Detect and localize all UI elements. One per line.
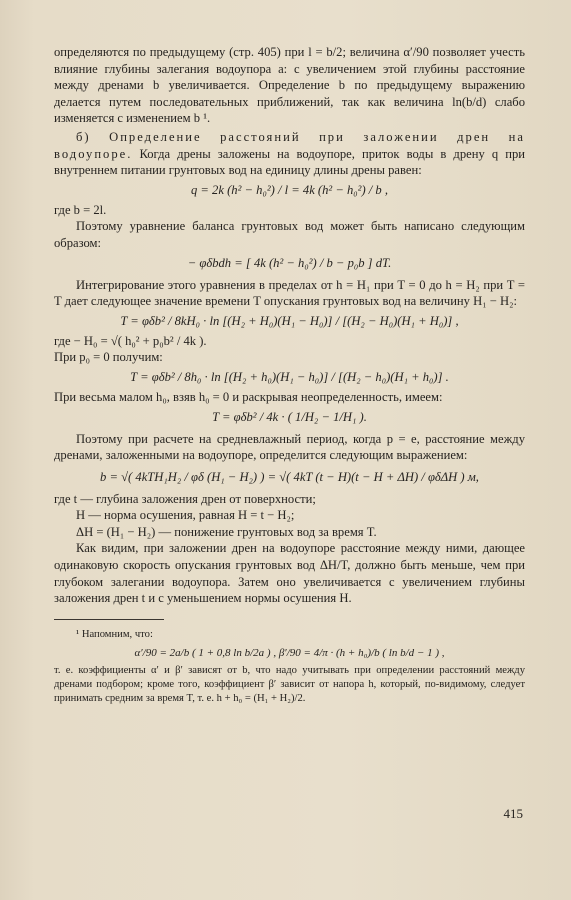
footnote-equation-text: α′/90 = 2a/b ( 1 + 0,8 ln b/2a ) , β′/90 = 4/π · (h + h₀)/b ( ln b/d − 1 ) , [134, 646, 445, 659]
equation-4 [54, 370, 525, 385]
paragraph-7: При весьма малом h₀, взяв h₀ = 0 и раскрывая неопределенность, имеем: [54, 389, 443, 404]
equation-5-text: T = φδb² / 4k · ( 1/H₂ − 1/H₁ ). [212, 409, 367, 424]
equation-5 [54, 410, 525, 425]
equation-1 [54, 183, 525, 198]
footnote-text: т. е. коэффициенты α′ и β′ зависят от b, что надо учитывать при определении расстояний между дренами подбором; кроме того, коэффициент β′ зависит от напора h, который, по-видимому, следует принимать средним за время T, т. е. h + h₀ = (H₁ + H₂)/2. [54, 664, 525, 704]
definitions-line-1: где t — глубина заложения дрен от поверхности; [54, 491, 316, 506]
footnote-intro: ¹ Напомним, что: [76, 628, 153, 640]
equation-6 [54, 470, 525, 485]
equation-2-text: − φδbdh = [ 4k (h² − h₀²) / b − p₀b ] dT. [187, 255, 392, 270]
paragraph-2-text: Когда дрены заложены на водоупоре, приток воды в дрену q при внутреннем питании грунтовых вод на единицу длины дрены равен: [54, 146, 525, 178]
paragraph-3: где b = 2l. [54, 202, 107, 217]
paragraph-6: При p₀ = 0 получим: [54, 350, 163, 365]
equation-3-text: T = φδb² / 8kH₀ · ln [(H₂ + H₀)(H₁ − H₀)] / [(H₂ − H₀)(H₁ + H₀)] , [120, 313, 459, 328]
page-number: 415 [503, 806, 523, 821]
paragraph-4: Поэтому уравнение баланса грунтовых вод может быть написано следующим образом: [54, 219, 525, 250]
equation-1-text: q = 2k (h² − h₀²) / l = 4k (h² − h₀²) / b , [190, 182, 389, 197]
equation-6-text: b = √( 4kTH₁H₂ / φδ (H₁ − H₂) ) = √( 4kT (t − H)(t − H + ΔH) / φδΔH ) м, [100, 469, 479, 484]
definitions-line-2: H — норма осушения, равная H = t − H₂; [76, 508, 295, 523]
section-heading: б) Определение расстояний при заложении дрен на водоупоре. [54, 129, 525, 161]
equation-3 [54, 314, 525, 329]
paragraph-1: определяются по предыдущему (стр. 405) при l = b/2; величина α′/90 позволяет учесть влияние глубины залегания водоупора a: с увеличением этой глубины расстояние между дренами b увеличивается. Определение b по предыдущему выражению делается путем последовательных приближений, так как величина ln(b/d) слабо изменяется с изменением b ¹. [54, 45, 525, 126]
footnote-divider [54, 619, 164, 620]
paragraph-2 [54, 129, 525, 179]
paragraph-5: Интегрирование этого уравнения в пределах от h = H₁ при T = 0 до h = H₂ при T = T дает следующее значение времени T опускания грунтовых вод на величину H₁ − H₂: [54, 277, 525, 309]
footnote-equation [54, 647, 525, 659]
equation-4-text: T = φδb² / 8h₀ · ln [(H₂ + h₀)(H₁ − h₀)] / [(H₂ − h₀)(H₁ + h₀)] . [130, 369, 449, 384]
definitions-line-3: ΔH = (H₁ − H₂) — понижение грунтовых вод за время T. [76, 524, 377, 539]
equation-2 [54, 256, 525, 271]
paragraph-10: Как видим, при заложении дрен на водоупоре расстояние между ними, дающее одинаковую скорость опускания грунтовых вод ΔH/T, должно быть меньше, чем при глубоком залегании водоупора. Затем оно увеличивается с увеличением глубины заложения дрен t и с уменьшением нормы осушения H. [54, 541, 525, 606]
paragraph-8: Поэтому при расчете на средневлажный период, когда p = e, расстояние между дренами, заложенными на водоупоре, определится следующим выражением: [54, 431, 525, 463]
equation-3-where: где − H₀ = √( h₀² + p₀b² / 4k ). [54, 333, 207, 348]
